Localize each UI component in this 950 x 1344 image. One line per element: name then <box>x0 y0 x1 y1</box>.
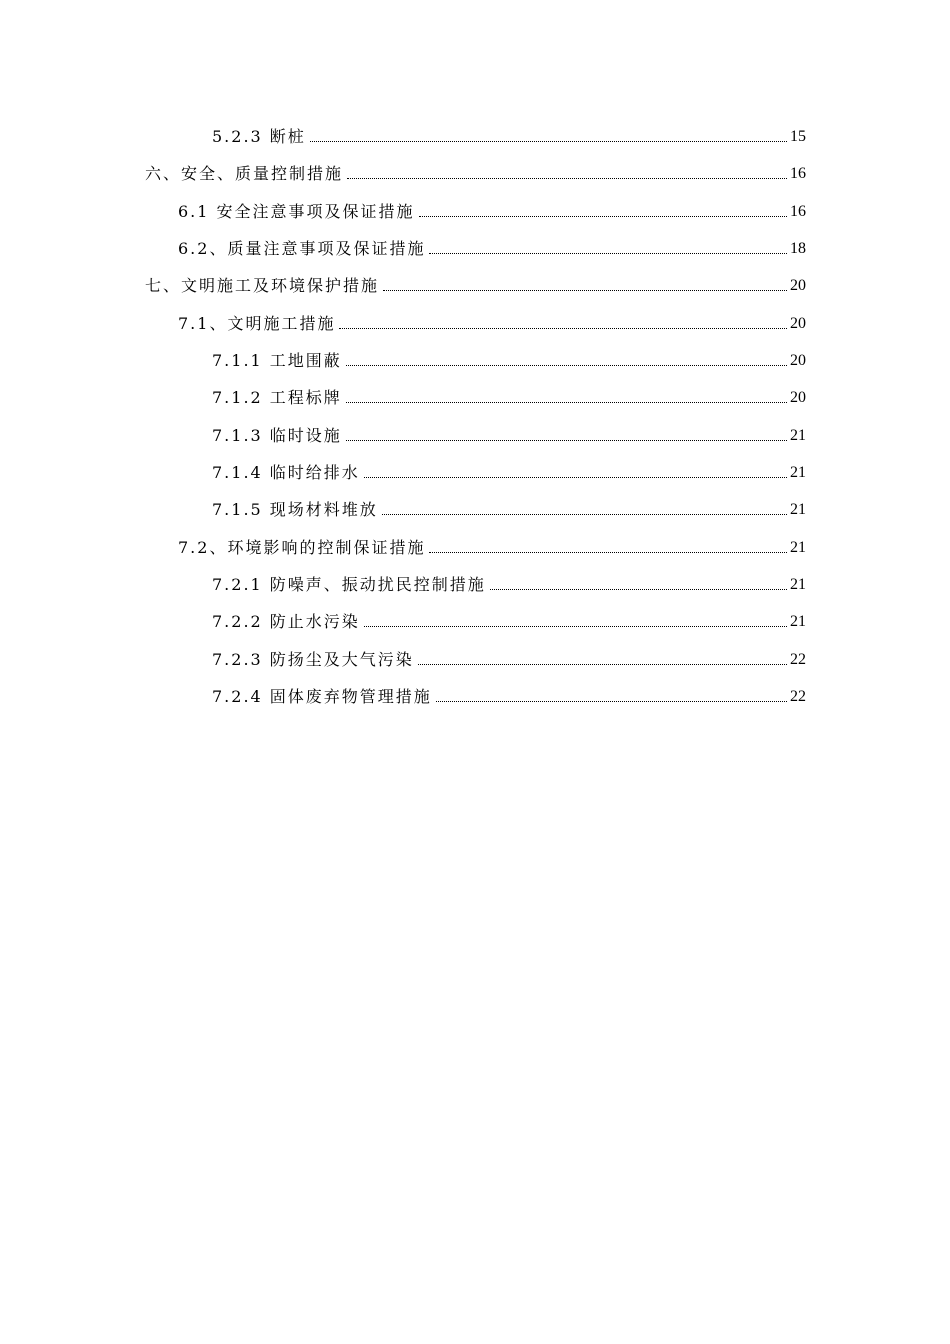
toc-entry-6-2[interactable] <box>178 233 806 259</box>
toc-entry-page: 16 <box>790 203 806 220</box>
toc-entry-label: 7.1.3 临时设施 <box>212 426 342 445</box>
toc-entry-label: 七、文明施工及环境保护措施 <box>145 276 380 295</box>
toc-dot-leader <box>419 215 787 217</box>
toc-entry-page: 20 <box>790 389 806 406</box>
toc-entry-page: 16 <box>790 165 806 182</box>
toc-entry-7-2[interactable] <box>178 532 806 558</box>
toc-entry-label: 六、安全、质量控制措施 <box>145 164 344 183</box>
toc-entry-label: 7.1.5 现场材料堆放 <box>212 500 378 519</box>
toc-entry-page: 21 <box>790 613 806 630</box>
toc-dot-leader <box>347 177 787 179</box>
toc-entry-5-2-3[interactable] <box>212 121 806 147</box>
toc-entry-label: 7.2.1 防噪声、振动扰民控制措施 <box>212 575 486 594</box>
toc-entry-page: 21 <box>790 539 806 556</box>
toc-entry-page: 21 <box>790 427 806 444</box>
toc-dot-leader <box>364 625 787 627</box>
toc-entry-label: 7.2.2 防止水污染 <box>212 612 360 631</box>
toc-dot-leader <box>490 588 787 590</box>
toc-entry-page: 22 <box>790 688 806 705</box>
toc-entry-label: 7.1.4 临时给排水 <box>212 463 360 482</box>
toc-entry-label: 7.1、文明施工措施 <box>178 314 336 333</box>
toc-entry-7-1[interactable] <box>178 308 806 334</box>
toc-dot-leader <box>346 364 787 366</box>
toc-entry-chapter-6[interactable] <box>145 158 806 184</box>
toc-entry-page: 18 <box>790 240 806 257</box>
toc-entry-page: 21 <box>790 501 806 518</box>
toc-entry-label: 6.1 安全注意事项及保证措施 <box>178 202 415 221</box>
toc-entry-page: 20 <box>790 352 806 369</box>
toc-entry-page: 21 <box>790 576 806 593</box>
toc-entry-7-1-3[interactable] <box>212 420 806 446</box>
toc-entry-label: 7.2.3 防扬尘及大气污染 <box>212 650 414 669</box>
toc-entry-7-2-3[interactable] <box>212 644 806 670</box>
toc-entry-7-1-2[interactable] <box>212 382 806 408</box>
toc-entry-label: 7.1.1 工地围蔽 <box>212 351 342 370</box>
toc-dot-leader <box>339 327 787 329</box>
toc-entry-label: 5.2.3 断桩 <box>212 127 306 146</box>
toc-entry-7-2-4[interactable] <box>212 681 806 707</box>
toc-entry-7-2-1[interactable] <box>212 569 806 595</box>
toc-dot-leader <box>383 289 787 291</box>
toc-dot-leader <box>418 663 787 665</box>
toc-entry-label: 7.2.4 固体废弃物管理措施 <box>212 687 432 706</box>
toc-entry-page: 20 <box>790 277 806 294</box>
toc-entry-7-2-2[interactable] <box>212 606 806 632</box>
toc-entry-page: 21 <box>790 464 806 481</box>
toc-dot-leader <box>364 476 787 478</box>
toc-entry-7-1-4[interactable] <box>212 457 806 483</box>
toc-entry-7-1-5[interactable] <box>212 494 806 520</box>
toc-entry-page: 15 <box>790 128 806 145</box>
toc-dot-leader <box>382 513 787 515</box>
toc-dot-leader <box>429 252 787 254</box>
toc-entry-page: 20 <box>790 315 806 332</box>
toc-entry-chapter-7[interactable] <box>145 270 806 296</box>
toc-dot-leader <box>429 551 787 553</box>
toc-dot-leader <box>346 439 787 441</box>
toc-dot-leader <box>436 700 787 702</box>
toc-entry-6-1[interactable] <box>178 196 806 222</box>
toc-dot-leader <box>310 140 787 142</box>
toc-entry-label: 7.1.2 工程标牌 <box>212 388 342 407</box>
toc-entry-7-1-1[interactable] <box>212 345 806 371</box>
toc-entry-page: 22 <box>790 651 806 668</box>
toc-entry-label: 7.2、环境影响的控制保证措施 <box>178 538 426 557</box>
toc-entry-label: 6.2、质量注意事项及保证措施 <box>178 239 426 258</box>
toc-dot-leader <box>346 401 787 403</box>
